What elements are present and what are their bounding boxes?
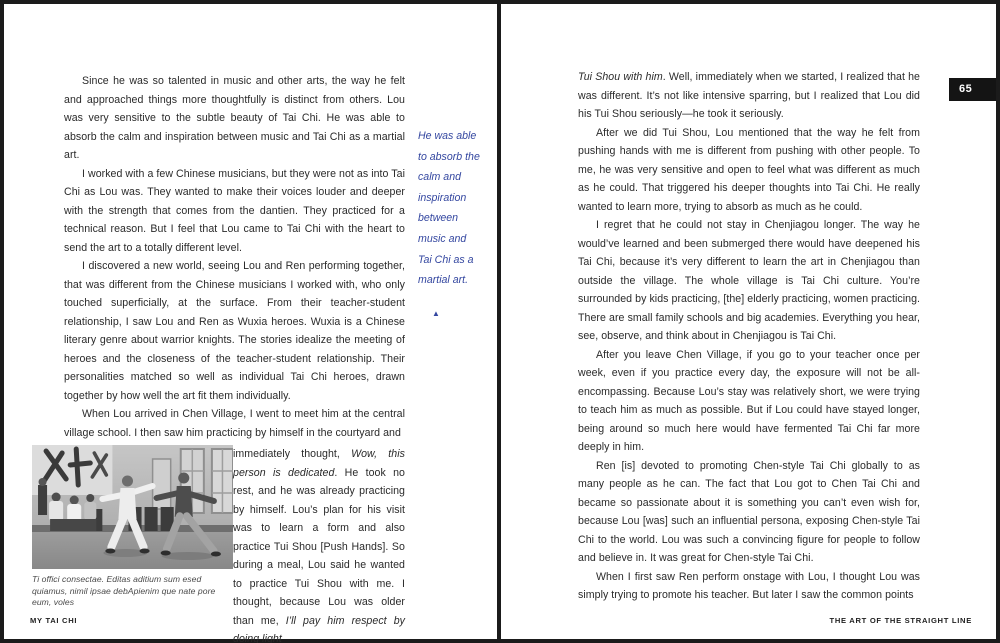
paragraph: Since he was so talented in music and other arts, the way he felt and approached things more thoughtfully is distinct from others. Lou was very sensitive to the subtle beauty of Tai Chi. He was able to absorb the calm and inspiration between music and Tai Chi as a martial art. — [64, 75, 405, 161]
paragraph: When I first saw Ren perform onstage with Lou, I thought Lou was simply trying to promote his teacher. But later I saw the common points — [578, 570, 920, 601]
right-body-text — [578, 68, 920, 605]
pull-quote — [418, 126, 480, 324]
page-number-badge — [949, 78, 996, 101]
running-footer-chapter-title: THE ART OF THE STRAIGHT LINE — [829, 616, 972, 625]
wrap-paragraph — [233, 445, 405, 643]
triangle-up-icon: ▲ — [432, 308, 440, 318]
photo-windows — [153, 449, 233, 513]
text-run-italic: Tui Shou with him — [578, 71, 663, 83]
paragraph: I worked with a few Chinese musicians, but they were not as into Tai Chi as Lou was. They wanted to make their voices louder and deeper with the strength that comes from the dantien. They practiced for a technical reason. But I feel that Lou came to Tai Chi with the heart to send the art to a totally different level. — [64, 167, 405, 254]
paragraph — [578, 68, 920, 124]
paragraph: When Lou arrived in Chen Village, I went to meet him at the central village school. I then saw him practicing by himself in the courtyard and — [64, 408, 405, 439]
paragraph: After we did Tui Shou, Lou mentioned that the way he felt from pushing hands with me is different from pushing with other people. To me, he was very sensitive and open to feel what was different as much as he could. That triggered his deeper thoughts into Tai Chi. He really wanted to learn more, trying to absorb as much as he could. — [578, 126, 920, 213]
running-footer-book-title: MY TAI CHI — [30, 616, 78, 625]
figure-and-wrap-text — [32, 445, 405, 643]
text-run-italic: Wow, this person is dedicated — [233, 448, 405, 479]
page-gutter-divider — [497, 0, 501, 643]
text-run: . Well, immediately when we started, I realized that he was different. It’s not like intensive sparring, but I realized that Lou did his Tui Shou seriously—he took it seriously. — [578, 71, 920, 120]
page-number: 65 — [959, 83, 973, 95]
photo-caption: Ti offici consectae. Editas aditium sum esed quiamus, nimil ipsae debApienim que nate pore eum, voles — [32, 574, 216, 607]
paragraph: After you leave Chen Village, if you go to your teacher once per week, even if you practice every day, the exposure will not be all-encompassing. Because Lou’s stay was relatively short, we were trying to teach him as much as possible. But if Lou could have stayed longer, being around so much here would have fermented Tai Chi far more deeply in him. — [578, 348, 920, 453]
text-run: immediately thought, — [233, 448, 352, 460]
paragraph: I regret that he could not stay in Chenjiagou longer. The way he would’ve learned and been submerged there would have deepened his Tai Chi, because it’s very different to learn the art in Chenjiagou than outside the village. The whole village is Tai Chi culture. You’re surrounded by kids practicing, [the] elderly practicing, women practicing. There are small family schools and big academies. Everything you hear, see, observe, and think about in Chenjiagou is Tai Chi. — [578, 219, 920, 342]
text-run-italic: I’ll pay him respect by doing light — [233, 614, 405, 643]
taichi-photo — [32, 445, 233, 569]
text-run: . He took no rest, and he was already practicing by himself. Lou’s plan for his visit was to learn a form and also practice Tui Shou [Push Hands]. So during a meal, Lou said he wanted to practice Tui Shou with me. I thought, because Lou was older than me, — [233, 466, 405, 627]
pull-quote-text: He was able to absorb the calm and inspiration between music and Tai Chi as a martial art. — [418, 130, 480, 287]
paragraph: I discovered a new world, seeing Lou and Ren performing together, that was different from the Chinese musicians I worked with, who only touched superficially, at the surface. From their teacher-student relationship, I saw Lou and Ren as Wuxia heroes. Wuxia is a Chinese literary genre about warrior knights. The stories idealize the meeting of heroes and the closeness of the teacher-student relationship. Their personalities matched so well as individual Tai Chi heroes, drawn together by how well the art fit them individually. — [64, 260, 405, 402]
taichi-photo-figure — [32, 445, 233, 643]
paragraph: Ren [is] devoted to promoting Chen-style Tai Chi globally to as many people as he can. The fact that Lou got to Chen Tai Chi and became so passionate about it is something you can’t even wish for, because Lou [was] such an influential persona, exposing Chen-style Tai Chi to the world. Lou was such a convincing figure for people to follow and believe in. It was great for Chen-style Tai Chi. — [578, 459, 920, 564]
